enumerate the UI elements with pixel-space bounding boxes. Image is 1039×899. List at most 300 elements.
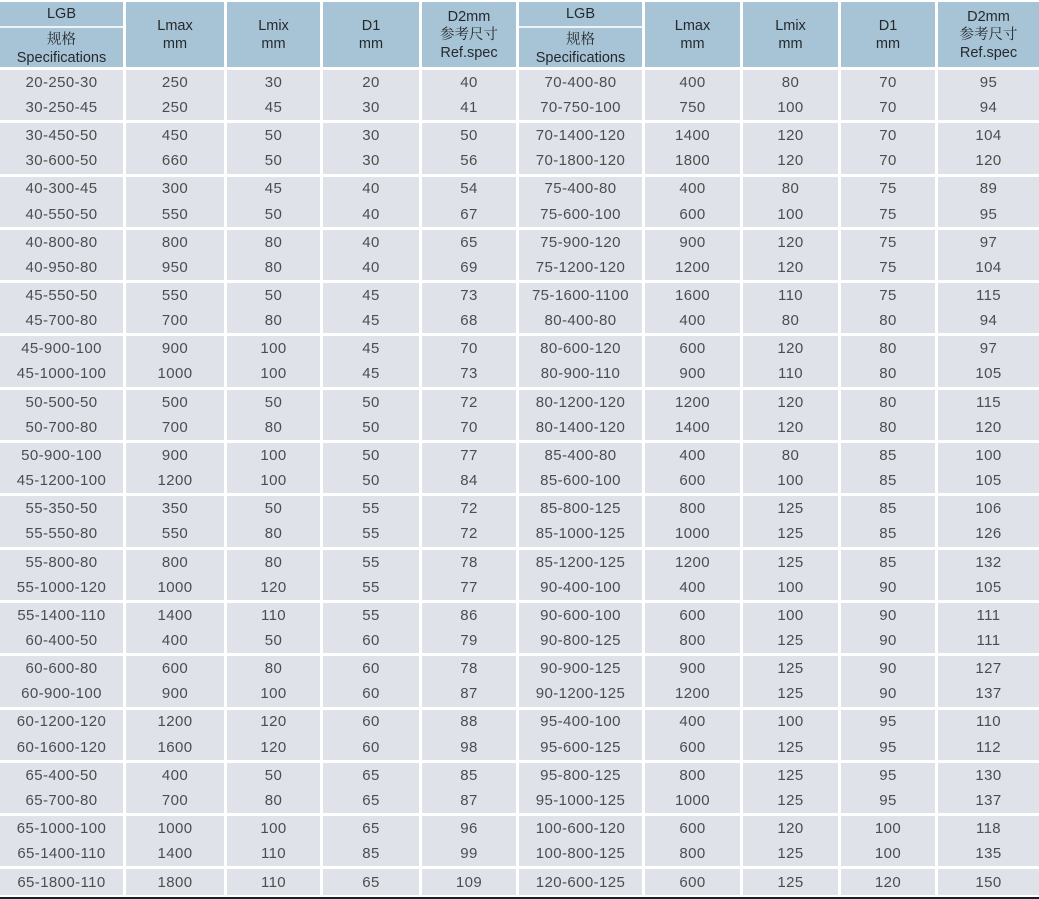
d2-cell: 105 (938, 468, 1039, 497)
table-row (0, 255, 519, 284)
table-row (0, 336, 519, 361)
d1-cell: 40 (323, 201, 422, 230)
d2-cell: 78 (422, 656, 519, 681)
table-row (519, 336, 1039, 361)
spec-cell: 80-1400-120 (519, 414, 645, 443)
spec-cell: 80-400-80 (519, 308, 645, 337)
lmix-cell: 125 (743, 628, 841, 657)
d1-cell: 80 (841, 414, 938, 443)
lmax-cell: 800 (645, 628, 743, 657)
lmax-cell: 400 (126, 628, 227, 657)
d2-cell: 72 (422, 496, 519, 521)
table-row (519, 201, 1039, 230)
d1-cell: 50 (323, 390, 422, 415)
d1-cell: 85 (841, 521, 938, 550)
table-row (519, 816, 1039, 841)
lmax-cell: 600 (126, 656, 227, 681)
header-spec-en: Specifications (16, 50, 107, 66)
lmix-cell: 100 (743, 95, 841, 124)
d1-cell: 60 (323, 710, 422, 735)
table-row (519, 496, 1039, 521)
d1-cell: 30 (323, 148, 422, 177)
table-row (0, 550, 519, 575)
d1-cell: 85 (841, 550, 938, 575)
spec-cell: 70-400-80 (519, 70, 645, 95)
table-row (0, 283, 519, 308)
lmix-cell: 100 (227, 468, 323, 497)
d2-cell: 87 (422, 681, 519, 710)
header-row (519, 2, 1039, 70)
lmix-cell: 125 (743, 869, 841, 897)
d1-cell: 85 (841, 496, 938, 521)
lmix-cell: 50 (227, 148, 323, 177)
lmax-cell: 700 (126, 788, 227, 817)
d1-cell: 65 (323, 763, 422, 788)
d2-cell: 104 (938, 123, 1039, 148)
lmax-cell: 1400 (126, 841, 227, 870)
table-row (519, 308, 1039, 337)
d1-cell: 95 (841, 734, 938, 763)
lmix-cell: 125 (743, 788, 841, 817)
d1-cell: 55 (323, 521, 422, 550)
header-lmix: Lmix mm (227, 2, 323, 70)
d2-cell: 95 (938, 70, 1039, 95)
d1-cell: 100 (841, 841, 938, 870)
lmix-cell: 100 (743, 574, 841, 603)
d1-cell: 100 (841, 816, 938, 841)
lmax-cell: 400 (645, 177, 743, 202)
lmax-cell: 660 (126, 148, 227, 177)
d1-cell: 40 (323, 255, 422, 284)
header-spec (0, 2, 126, 70)
lmax-cell: 550 (126, 283, 227, 308)
header-d2: D2mm 参考尺寸 Ref.spec (422, 2, 519, 70)
d1-cell: 90 (841, 681, 938, 710)
lmix-cell: 80 (743, 308, 841, 337)
lmax-cell: 250 (126, 70, 227, 95)
d2-cell: 111 (938, 603, 1039, 628)
d2-cell: 127 (938, 656, 1039, 681)
table-row (519, 788, 1039, 817)
header-row (0, 2, 519, 70)
d1-cell: 65 (323, 816, 422, 841)
d2-cell: 97 (938, 230, 1039, 255)
d1-cell: 45 (323, 361, 422, 390)
lmax-cell: 750 (645, 95, 743, 124)
lmax-cell: 350 (126, 496, 227, 521)
header-d1: D1 mm (841, 2, 938, 70)
lmix-cell: 125 (743, 550, 841, 575)
spec-cell: 65-1000-100 (0, 816, 126, 841)
d2-cell: 77 (422, 574, 519, 603)
lmix-cell: 110 (227, 603, 323, 628)
table-row (0, 230, 519, 255)
lmix-cell: 100 (743, 603, 841, 628)
lmix-cell: 100 (227, 361, 323, 390)
d2-cell: 56 (422, 148, 519, 177)
spec-cell: 100-800-125 (519, 841, 645, 870)
d2-cell: 68 (422, 308, 519, 337)
d2-cell: 77 (422, 443, 519, 468)
d2-cell: 137 (938, 788, 1039, 817)
table-row (0, 681, 519, 710)
d2-cell: 72 (422, 390, 519, 415)
spec-cell: 45-700-80 (0, 308, 126, 337)
d2-cell: 40 (422, 70, 519, 95)
lmix-cell: 80 (227, 550, 323, 575)
lmax-cell: 800 (645, 496, 743, 521)
d1-cell: 65 (323, 788, 422, 817)
lmix-cell: 120 (743, 148, 841, 177)
lmix-cell: 125 (743, 841, 841, 870)
table-row (519, 70, 1039, 95)
spec-cell: 90-600-100 (519, 603, 645, 628)
lmax-cell: 800 (645, 841, 743, 870)
header-d1: D1 mm (323, 2, 422, 70)
spec-cell: 65-1800-110 (0, 869, 126, 897)
table-row (519, 521, 1039, 550)
lmax-cell: 1200 (645, 390, 743, 415)
spec-cell: 90-400-100 (519, 574, 645, 603)
lmix-cell: 110 (743, 283, 841, 308)
spec-cell: 90-1200-125 (519, 681, 645, 710)
table-row (519, 148, 1039, 177)
table-row (519, 123, 1039, 148)
d1-cell: 80 (841, 390, 938, 415)
lmax-cell: 700 (126, 308, 227, 337)
lmix-cell: 80 (743, 443, 841, 468)
d1-cell: 50 (323, 468, 422, 497)
lmix-cell: 120 (743, 336, 841, 361)
d2-cell: 79 (422, 628, 519, 657)
d1-cell: 85 (323, 841, 422, 870)
spec-cell: 45-1000-100 (0, 361, 126, 390)
lmax-cell: 1600 (126, 734, 227, 763)
table-row (0, 763, 519, 788)
table-row (519, 177, 1039, 202)
spec-cell: 90-800-125 (519, 628, 645, 657)
d1-cell: 75 (841, 283, 938, 308)
lmax-cell: 900 (126, 336, 227, 361)
lmax-cell: 1800 (126, 869, 227, 897)
lmax-cell: 400 (126, 763, 227, 788)
lmax-cell: 1200 (126, 468, 227, 497)
lmix-cell: 110 (743, 361, 841, 390)
d2-cell: 87 (422, 788, 519, 817)
d2-cell: 88 (422, 710, 519, 735)
spec-cell: 80-600-120 (519, 336, 645, 361)
header-spec-sub (0, 28, 123, 67)
d1-cell: 80 (841, 361, 938, 390)
lmax-cell: 1000 (126, 361, 227, 390)
table-row (0, 414, 519, 443)
spec-cell: 70-750-100 (519, 95, 645, 124)
d2-cell: 106 (938, 496, 1039, 521)
d2-cell: 137 (938, 681, 1039, 710)
lmax-cell: 550 (126, 521, 227, 550)
lmax-cell: 1000 (645, 521, 743, 550)
d1-cell: 30 (323, 123, 422, 148)
d2-cell: 70 (422, 414, 519, 443)
d2-cell: 97 (938, 336, 1039, 361)
lmix-cell: 50 (227, 496, 323, 521)
d2-cell: 115 (938, 390, 1039, 415)
lmax-cell: 550 (126, 201, 227, 230)
lmix-cell: 80 (743, 70, 841, 95)
table-row (0, 710, 519, 735)
lmix-cell: 80 (227, 656, 323, 681)
lmix-cell: 100 (227, 336, 323, 361)
lmax-cell: 1000 (126, 574, 227, 603)
d2-cell: 150 (938, 869, 1039, 897)
table-row (519, 390, 1039, 415)
spec-cell: 40-800-80 (0, 230, 126, 255)
lmax-cell: 800 (126, 230, 227, 255)
d1-cell: 60 (323, 681, 422, 710)
lmix-cell: 120 (227, 710, 323, 735)
d2-cell: 100 (938, 443, 1039, 468)
lmix-cell: 125 (743, 521, 841, 550)
lmix-cell: 125 (743, 734, 841, 763)
d2-cell: 86 (422, 603, 519, 628)
header-spec-en: Specifications (535, 50, 626, 66)
lmax-cell: 950 (126, 255, 227, 284)
lmix-cell: 100 (743, 468, 841, 497)
table-row (519, 763, 1039, 788)
spec-cell: 55-1000-120 (0, 574, 126, 603)
lmix-cell: 80 (227, 788, 323, 817)
d1-cell: 90 (841, 656, 938, 681)
spec-cell: 85-1000-125 (519, 521, 645, 550)
lmax-cell: 900 (126, 681, 227, 710)
lmix-cell: 120 (743, 123, 841, 148)
d1-cell: 20 (323, 70, 422, 95)
d2-cell: 65 (422, 230, 519, 255)
lmix-cell: 120 (743, 816, 841, 841)
d1-cell: 120 (841, 869, 938, 897)
d1-cell: 70 (841, 95, 938, 124)
lmax-cell: 1200 (645, 550, 743, 575)
header-d2: D2mm 参考尺寸 Ref.spec (938, 2, 1039, 70)
d1-cell: 75 (841, 177, 938, 202)
lmax-cell: 400 (645, 710, 743, 735)
d1-cell: 70 (841, 123, 938, 148)
d1-cell: 45 (323, 308, 422, 337)
table-row (0, 123, 519, 148)
spec-cell: 75-900-120 (519, 230, 645, 255)
d1-cell: 85 (841, 468, 938, 497)
lmix-cell: 100 (227, 681, 323, 710)
d1-cell: 80 (841, 336, 938, 361)
d2-cell: 132 (938, 550, 1039, 575)
header-spec-cn: 规格 (47, 32, 76, 48)
spec-cell: 75-600-100 (519, 201, 645, 230)
lmix-cell: 80 (227, 255, 323, 284)
table-row (0, 841, 519, 870)
d2-cell: 72 (422, 521, 519, 550)
table-row (0, 869, 519, 897)
table-row (0, 308, 519, 337)
d2-cell: 96 (422, 816, 519, 841)
spec-cell: 65-700-80 (0, 788, 126, 817)
header-lmax: Lmax mm (126, 2, 227, 70)
lmix-cell: 125 (743, 763, 841, 788)
table-row (519, 681, 1039, 710)
spec-cell: 30-600-50 (0, 148, 126, 177)
lmax-cell: 1800 (645, 148, 743, 177)
d1-cell: 45 (323, 283, 422, 308)
lmix-cell: 80 (227, 308, 323, 337)
spec-cell: 45-550-50 (0, 283, 126, 308)
spec-cell: 60-900-100 (0, 681, 126, 710)
lmix-cell: 45 (227, 177, 323, 202)
spec-cell: 40-950-80 (0, 255, 126, 284)
spec-cell: 30-450-50 (0, 123, 126, 148)
d1-cell: 55 (323, 550, 422, 575)
header-spec-lgb: LGB (519, 2, 642, 28)
table-row (0, 734, 519, 763)
d1-cell: 50 (323, 443, 422, 468)
lmix-cell: 30 (227, 70, 323, 95)
table-header (0, 2, 519, 70)
lmax-cell: 600 (645, 468, 743, 497)
table-row (519, 443, 1039, 468)
header-lmix: Lmix mm (743, 2, 841, 70)
table-row (0, 177, 519, 202)
spec-cell: 55-800-80 (0, 550, 126, 575)
table-row (0, 603, 519, 628)
spec-cell: 45-900-100 (0, 336, 126, 361)
table-row (519, 734, 1039, 763)
lmix-cell: 50 (227, 283, 323, 308)
spec-cell: 60-400-50 (0, 628, 126, 657)
lmax-cell: 400 (645, 443, 743, 468)
lmax-cell: 1200 (645, 255, 743, 284)
spec-cell: 60-1600-120 (0, 734, 126, 763)
table-row (519, 628, 1039, 657)
d1-cell: 55 (323, 574, 422, 603)
lmax-cell: 1200 (645, 681, 743, 710)
table-row (0, 390, 519, 415)
d1-cell: 70 (841, 148, 938, 177)
d1-cell: 95 (841, 788, 938, 817)
lmix-cell: 125 (743, 681, 841, 710)
lmax-cell: 600 (645, 201, 743, 230)
spec-cell: 60-600-80 (0, 656, 126, 681)
header-spec-cn: 规格 (566, 32, 595, 48)
d2-cell: 50 (422, 123, 519, 148)
lmax-cell: 1400 (645, 414, 743, 443)
d1-cell: 90 (841, 574, 938, 603)
d2-cell: 99 (422, 841, 519, 870)
spec-cell: 65-1400-110 (0, 841, 126, 870)
d2-cell: 69 (422, 255, 519, 284)
lmix-cell: 50 (227, 628, 323, 657)
d2-cell: 89 (938, 177, 1039, 202)
spec-cell: 80-1200-120 (519, 390, 645, 415)
table-row (0, 521, 519, 550)
spec-cell: 75-400-80 (519, 177, 645, 202)
lmix-cell: 80 (743, 177, 841, 202)
spec-cell: 65-400-50 (0, 763, 126, 788)
d1-cell: 70 (841, 70, 938, 95)
table-row (0, 468, 519, 497)
table-row (519, 574, 1039, 603)
table-row (519, 656, 1039, 681)
table-row (0, 816, 519, 841)
spec-cell: 30-250-45 (0, 95, 126, 124)
lmax-cell: 600 (645, 869, 743, 897)
header-spec (519, 2, 645, 70)
d1-cell: 95 (841, 710, 938, 735)
lmax-cell: 600 (645, 336, 743, 361)
lmix-cell: 110 (227, 869, 323, 897)
spec-cell: 95-1000-125 (519, 788, 645, 817)
lmax-cell: 900 (645, 361, 743, 390)
header-spec-lgb: LGB (0, 2, 123, 28)
spec-cell: 75-1600-1100 (519, 283, 645, 308)
spec-cell: 50-900-100 (0, 443, 126, 468)
spec-cell: 85-600-100 (519, 468, 645, 497)
lmix-cell: 45 (227, 95, 323, 124)
lmax-cell: 1600 (645, 283, 743, 308)
table-body-left (0, 70, 519, 897)
d1-cell: 40 (323, 230, 422, 255)
d2-cell: 85 (422, 763, 519, 788)
lmix-cell: 100 (743, 201, 841, 230)
lmax-cell: 1200 (126, 710, 227, 735)
d1-cell: 80 (841, 308, 938, 337)
d2-cell: 111 (938, 628, 1039, 657)
table-row (0, 361, 519, 390)
d2-cell: 120 (938, 148, 1039, 177)
table-row (519, 869, 1039, 897)
lmix-cell: 120 (743, 230, 841, 255)
lmax-cell: 600 (645, 734, 743, 763)
spec-cell: 60-1200-120 (0, 710, 126, 735)
d1-cell: 45 (323, 336, 422, 361)
lmix-cell: 120 (227, 734, 323, 763)
d2-cell: 130 (938, 763, 1039, 788)
table-row (0, 201, 519, 230)
lmix-cell: 120 (743, 255, 841, 284)
d1-cell: 95 (841, 763, 938, 788)
d2-cell: 70 (422, 336, 519, 361)
d1-cell: 75 (841, 255, 938, 284)
table-body-right (519, 70, 1039, 897)
table-row (0, 574, 519, 603)
spec-cell: 55-1400-110 (0, 603, 126, 628)
d2-cell: 118 (938, 816, 1039, 841)
d1-cell: 90 (841, 628, 938, 657)
table-row (519, 603, 1039, 628)
lmix-cell: 80 (227, 414, 323, 443)
d2-cell: 73 (422, 283, 519, 308)
lmax-cell: 900 (126, 443, 227, 468)
d2-cell: 104 (938, 255, 1039, 284)
table-header (519, 2, 1039, 70)
d1-cell: 90 (841, 603, 938, 628)
lmix-cell: 120 (227, 574, 323, 603)
table-row (519, 255, 1039, 284)
spec-cell: 85-400-80 (519, 443, 645, 468)
lmax-cell: 1400 (126, 603, 227, 628)
lmix-cell: 50 (227, 390, 323, 415)
table-row (0, 148, 519, 177)
d1-cell: 75 (841, 230, 938, 255)
header-spec-sub (519, 28, 642, 67)
d2-cell: 78 (422, 550, 519, 575)
